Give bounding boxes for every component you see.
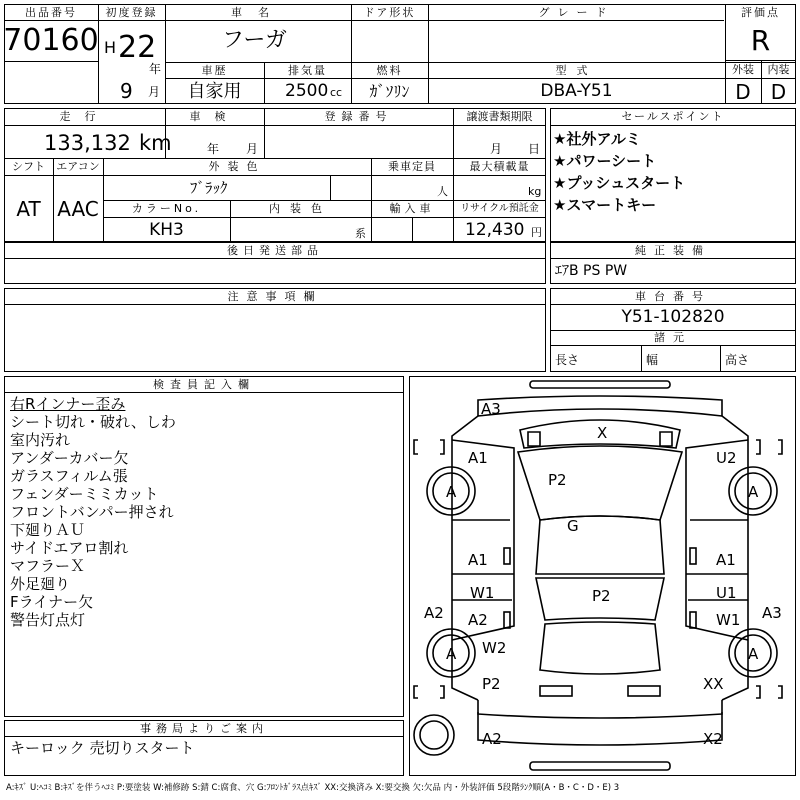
- damage-mark: P2: [592, 587, 611, 605]
- damage-mark: A3: [762, 604, 782, 622]
- mileage-label: 走行: [59, 110, 110, 123]
- door-shape-label: ドア形状: [363, 5, 416, 19]
- fuel: ｶﾞｿﾘﾝ: [369, 81, 410, 101]
- exterior-grade: D: [735, 79, 751, 104]
- sales-point-item: ★社外アルミ: [553, 130, 641, 148]
- damage-mark: G: [567, 517, 579, 535]
- recycle-unit: 円: [531, 225, 542, 239]
- inspector-label: 検査員記入欄: [153, 377, 255, 391]
- inspector-note: フェンダーミミカット: [10, 485, 159, 503]
- inspector-note: フロントバンパー押され: [10, 503, 174, 521]
- model-label: 型式: [555, 63, 598, 77]
- damage-mark: XX: [703, 675, 724, 693]
- history: 自家用: [187, 80, 242, 102]
- damage-mark: A: [748, 645, 759, 663]
- damage-mark: A: [446, 483, 457, 501]
- shift-label: シフト: [12, 160, 45, 173]
- car-name-label: 車名: [231, 5, 285, 19]
- damage-mark: W2: [482, 639, 507, 657]
- import-label: 輸入車: [389, 202, 435, 215]
- damage-mark: A1: [468, 551, 488, 569]
- damage-mark: U2: [716, 449, 737, 467]
- damage-mark: X: [597, 424, 608, 442]
- damage-mark: A2: [424, 604, 444, 622]
- equipment-label: 純正装備: [635, 243, 711, 257]
- specs-label: 諸元: [654, 331, 692, 344]
- legend: A:ｷｽﾞ U:ﾍｺﾐ B:ｷｽﾞを伴うﾍｺﾐ P:要塗装 W:補修跡 S:錆 C:腐食、穴 G:ﾌﾛﾝﾄｶﾞﾗｽ点ｷｽﾞ XX:交換済み X:要交換 欠:欠品 内・外装評価 5段階ﾗﾝｸ順(A・B・C・D・E) 3: [6, 782, 620, 793]
- notes-label: 注意事項欄: [227, 289, 323, 303]
- inspector-note: 警告灯点灯: [10, 611, 86, 629]
- interior-color-unit: 系: [355, 226, 366, 240]
- first-registration-label: 初度登録: [105, 5, 158, 19]
- displacement: 2500: [285, 80, 329, 101]
- sales-points-label: セールスポイント: [621, 110, 725, 123]
- shift: AT: [16, 197, 41, 221]
- recycle-fee: 12,430: [465, 219, 525, 240]
- mileage: 133,132: [44, 130, 131, 155]
- exterior-color: ﾌﾞﾗｯｸ: [190, 178, 228, 197]
- exterior-grade-label: 外装: [732, 63, 754, 76]
- displacement-label: 排気量: [288, 63, 327, 77]
- chassis-number: Y51-102820: [621, 307, 725, 327]
- transfer-deadline-label: 譲渡書類期限: [466, 110, 533, 123]
- inspector-note: 室内汚れ: [10, 431, 71, 449]
- inspection-year-unit: 年: [207, 142, 220, 156]
- lot-number: 70160: [3, 23, 99, 58]
- score-label: 評価点: [741, 5, 780, 19]
- damage-mark: A1: [716, 551, 736, 569]
- length-label: 長さ: [555, 353, 580, 367]
- interior-grade: D: [770, 79, 787, 104]
- damage-mark: W1: [470, 584, 495, 602]
- inspector-note: 下廻りＡＵ: [10, 521, 86, 539]
- registration-era: H: [104, 38, 117, 57]
- damage-mark: A2: [468, 611, 488, 629]
- height-label: 高さ: [725, 353, 750, 367]
- max-load-label: 最大積載量: [469, 160, 530, 173]
- damage-mark: A: [446, 645, 457, 663]
- registration-year: 22: [118, 30, 157, 65]
- inspector-note: 外足廻り: [10, 575, 71, 593]
- month-unit: 月: [148, 85, 161, 99]
- office-message: キーロック 売切りスタート: [10, 738, 195, 757]
- lot-number-label: 出品番号: [25, 5, 77, 19]
- damage-mark: A2: [482, 730, 502, 748]
- inspector-note: アンダーカバー欠: [10, 449, 129, 467]
- damage-mark: W1: [716, 611, 741, 629]
- inspector-note: 右Rインナー歪み: [10, 395, 126, 413]
- recycle-label: リサイクル預託金: [460, 202, 539, 214]
- later-parts-label: 後日発送部品: [227, 243, 323, 257]
- capacity-label: 乗車定員: [388, 160, 436, 173]
- mileage-unit: km: [139, 130, 172, 155]
- color-number: KH3: [149, 219, 184, 240]
- registration-number-label: 登録番号: [324, 110, 393, 123]
- damage-mark: P2: [482, 675, 501, 693]
- exterior-color-label: 外装色: [208, 160, 266, 173]
- score: R: [750, 23, 771, 57]
- interior-color-label: 内装色: [269, 202, 332, 215]
- max-load-unit: kg: [528, 184, 542, 198]
- damage-mark: A: [748, 483, 759, 501]
- inspector-note: マフラーＸ: [10, 557, 86, 575]
- year-unit: 年: [149, 62, 162, 76]
- equipment-value: ｴｱB PS PW: [555, 263, 628, 279]
- inspector-note: シート切れ・破れ、しわ: [10, 413, 176, 431]
- damage-mark: U1: [716, 584, 737, 602]
- damage-mark: A1: [468, 449, 488, 467]
- displacement-unit: cc: [330, 85, 343, 99]
- history-label: 車歴: [201, 63, 228, 77]
- fuel-label: 燃料: [376, 63, 403, 77]
- damage-mark: P2: [548, 471, 567, 489]
- sales-point-item: ★プッシュスタート: [553, 174, 686, 192]
- model: DBA-Y51: [540, 81, 613, 101]
- interior-grade-label: 内装: [767, 63, 790, 76]
- aircon-label: エアコン: [56, 160, 100, 173]
- inspector-note: サイドエアロ割れ: [10, 539, 129, 557]
- aircon: AAC: [57, 197, 99, 221]
- sales-point-item: ★パワーシート: [553, 152, 657, 170]
- transfer-month-unit: 月: [490, 142, 503, 156]
- office-label: 事務局よりご案内: [140, 721, 268, 735]
- grade-label: グレード: [538, 5, 615, 19]
- sales-point-item: ★スマートキー: [553, 196, 657, 214]
- transfer-day-unit: 日: [528, 142, 541, 156]
- inspector-note: ガラスフィルム張: [10, 467, 128, 485]
- inspection-label: 車検: [189, 110, 240, 123]
- damage-mark: X2: [703, 730, 723, 748]
- chassis-number-label: 車台番号: [635, 289, 711, 303]
- damage-mark: A3: [481, 400, 501, 418]
- registration-month: 9: [120, 79, 133, 103]
- car-name: フーガ: [222, 28, 287, 53]
- capacity-unit: 人: [437, 184, 448, 198]
- inspection-month-unit: 月: [246, 142, 259, 156]
- width-label: 幅: [646, 353, 659, 367]
- inspector-note: Fライナー欠: [10, 593, 94, 611]
- color-number-label: カラーNo.: [131, 202, 202, 215]
